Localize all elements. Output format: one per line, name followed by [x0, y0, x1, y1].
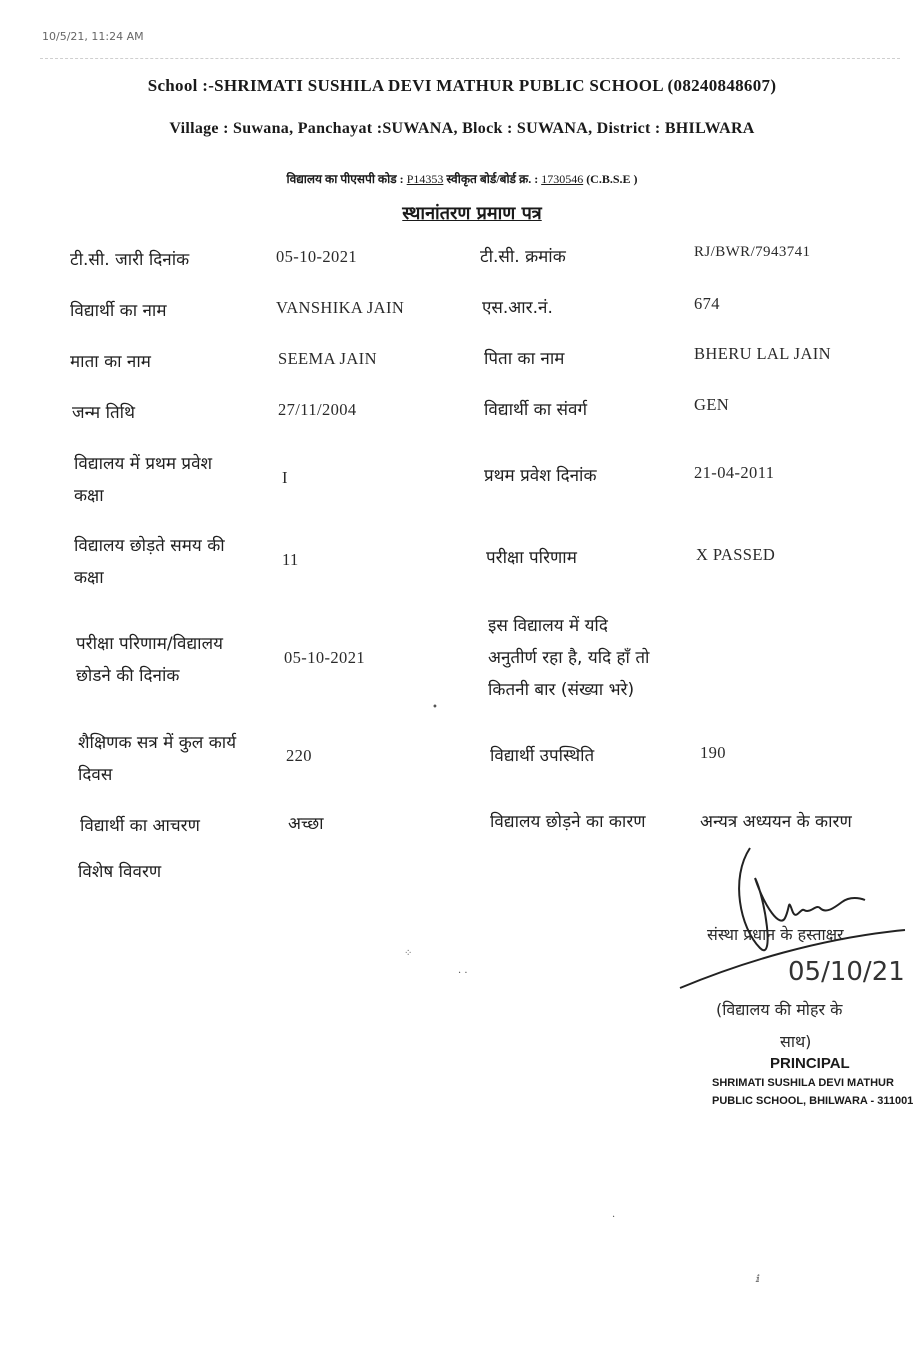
working-days-label-line1: शैक्षिणक सत्र में कुल कार्य: [78, 733, 237, 753]
mother-name-value: SEEMA JAIN: [278, 349, 377, 368]
mother-name-label: माता का नाम: [70, 352, 151, 372]
speck: ·: [612, 1212, 616, 1223]
failed-times-label-line3: कितनी बार (संख्या भरे): [488, 680, 635, 700]
leaving-reason-value: अन्यत्र अध्ययन के कारण: [700, 812, 852, 832]
speck: •: [432, 702, 438, 713]
school-name: School :-SHRIMATI SUSHILA DEVI MATHUR PUBLIC SCHOOL (08240848607): [147, 76, 777, 95]
board-number: 1730546: [541, 172, 584, 186]
leaving-reason-label: विद्यालय छोड़ने का कारण: [490, 812, 646, 832]
handwritten-signature: [670, 838, 910, 998]
leaving-class-label-line1: विद्यालय छोड़ते समय की: [74, 536, 225, 556]
attendance-value: 190: [700, 743, 726, 762]
psp-code-label: विद्यालय का पीएसपी कोड :: [286, 172, 407, 186]
school-address: Village : Suwana, Panchayat :SUWANA, Block : SUWANA, District : BHILWARA: [169, 120, 755, 137]
conduct-label: विद्यार्थी का आचरण: [80, 816, 200, 836]
first-admission-class-value: I: [282, 468, 288, 487]
school-codes: [0, 170, 924, 187]
result-leaving-date-label-line2: छोडने की दिनांक: [76, 666, 180, 686]
result-leaving-date-label-line1: परीक्षा परिणाम/विद्यालय: [76, 634, 223, 654]
first-admission-date-label: प्रथम प्रवेश दिनांक: [484, 466, 597, 486]
working-days-label-line2: दिवस: [78, 765, 113, 785]
speck: ⁘: [404, 948, 413, 959]
result-leaving-date-value: 05-10-2021: [284, 648, 365, 667]
stamp-line2: PUBLIC SCHOOL, BHILWARA - 311001: [712, 1095, 914, 1107]
student-name-value: VANSHIKA JAIN: [276, 298, 405, 317]
failed-times-label-line2: अनुतीर्ण रहा है, यदि हाँ तो: [488, 648, 650, 668]
signature-label-line1: संस्था प्रधान के हस्ताक्षर: [707, 925, 844, 944]
board-label: स्वीकृत बोर्ड/बोर्ड क्र. :: [443, 172, 542, 186]
attendance-label: विद्यार्थी उपस्थिति: [490, 746, 595, 766]
exam-result-value: X PASSED: [696, 545, 776, 564]
tc-number-label: टी.सी. क्रमांक: [480, 247, 566, 267]
failed-times-label-line1: इस विद्यालय में यदि: [488, 616, 608, 636]
category-label: विद्यार्थी का संवर्ग: [484, 400, 588, 420]
handwritten-date: 05/10/21: [788, 957, 905, 987]
first-admission-date-value: 21-04-2011: [694, 463, 775, 482]
leaving-class-label-line2: कक्षा: [74, 568, 104, 588]
signature-label-line3: साथ): [780, 1032, 812, 1051]
sr-number-label: एस.आर.नं.: [482, 298, 553, 318]
print-timestamp: 10/5/21, 11:24 AM: [42, 30, 144, 43]
stamp-title: PRINCIPAL: [770, 1055, 850, 1072]
sr-number-value: 674: [694, 294, 720, 313]
dob-value: 27/11/2004: [278, 400, 357, 419]
first-admission-class-label-line1: विद्यालय में प्रथम प्रवेश: [74, 454, 213, 474]
conduct-value: अच्छा: [288, 814, 324, 834]
student-name-label: विद्यार्थी का नाम: [70, 301, 167, 321]
document-title: स्थानांतरण प्रमाण पत्र: [402, 203, 542, 224]
first-admission-class-label-line2: कक्षा: [74, 486, 104, 506]
leaving-class-value: 11: [282, 550, 299, 569]
category-value: GEN: [694, 395, 730, 414]
stamp-line1: SHRIMATI SUSHILA DEVI MATHUR: [712, 1077, 894, 1089]
working-days-value: 220: [286, 746, 312, 765]
speck: · ·: [458, 968, 468, 979]
psp-code-value: P14353: [406, 172, 444, 186]
tc-issue-date-value: 05-10-2021: [276, 247, 357, 266]
board-name: (C.B.S.E ): [583, 172, 638, 186]
remarks-label: विशेष विवरण: [78, 862, 162, 882]
exam-result-label: परीक्षा परिणाम: [486, 548, 577, 568]
signature-label-line2: (विद्यालय की मोहर के: [716, 1000, 843, 1019]
tc-issue-date-label: टी.सी. जारी दिनांक: [70, 250, 190, 270]
speck: ⅈ: [756, 1274, 760, 1285]
tc-number-value: RJ/BWR/7943741: [694, 244, 811, 260]
dob-label: जन्म तिथि: [72, 403, 135, 423]
top-divider: [40, 58, 900, 59]
father-name-label: पिता का नाम: [484, 349, 565, 369]
father-name-value: BHERU LAL JAIN: [694, 344, 831, 363]
